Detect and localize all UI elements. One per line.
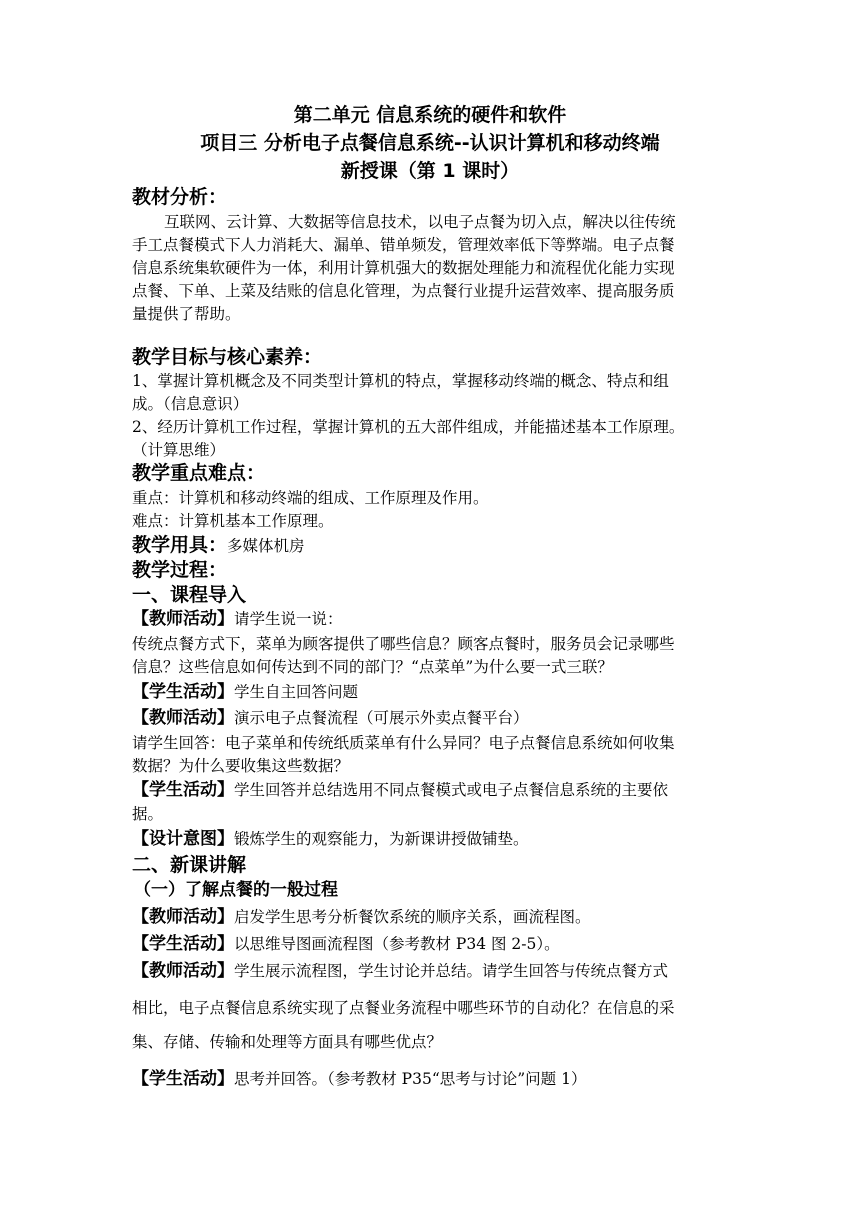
student-activity-text: 学生回答并总结选用不同点餐模式或电子点餐信息系统的主要依 bbox=[234, 781, 669, 799]
teacher-activity-text: 启发学生思考分析餐饮系统的顺序关系，画流程图。 bbox=[234, 908, 591, 926]
tools-value: 多媒体机房 bbox=[227, 537, 305, 555]
analysis-line-2: 手工点餐模式下人力消耗大、漏单、错单频发，管理效率低下等弊端。电子点餐 bbox=[132, 236, 675, 254]
student-activity-2 bbox=[132, 780, 668, 800]
project-title: 项目三 分析电子点餐信息系统--认识计算机和移动终端 bbox=[200, 132, 660, 154]
teacher-activity-1-line-1: 传统点餐方式下，菜单为顾客提供了哪些信息？顾客点餐时，服务员会记录哪些 bbox=[132, 635, 675, 653]
student-activity-tag: 【学生活动】 bbox=[132, 934, 234, 954]
student-activity-3 bbox=[132, 934, 560, 954]
teacher-activity-tag: 【教师活动】 bbox=[132, 609, 234, 629]
analysis-line-4: 点餐、下单、上菜及结账的信息化管理，为点餐行业提升运营效率、提高服务质 bbox=[132, 282, 675, 300]
tools-heading: 教学用具： bbox=[132, 534, 228, 556]
student-activity-1 bbox=[132, 682, 358, 702]
design-intent-text: 锻炼学生的观察能力，为新课讲授做铺垫。 bbox=[234, 830, 529, 848]
student-activity-text: 学生自主回答问题 bbox=[234, 683, 359, 701]
student-activity-text: 思考并回答。（参考教材 P35“思考与讨论”问题 1） bbox=[234, 1070, 587, 1088]
teacher-activity-2-line-1: 请学生回答：电子菜单和传统纸质菜单有什么异同？电子点餐信息系统如何收集 bbox=[132, 734, 675, 752]
teacher-activity-tag: 【教师活动】 bbox=[132, 708, 234, 728]
key-difficulty: 难点：计算机基本工作原理。 bbox=[132, 512, 334, 530]
unit-title: 第二单元 信息系统的硬件和软件 bbox=[293, 104, 567, 126]
key-points-heading: 教学重点难点： bbox=[132, 462, 266, 484]
analysis-line-3: 信息系统集软硬件为一体，利用计算机强大的数据处理能力和流程优化能力实现 bbox=[132, 259, 675, 277]
teacher-activity-4 bbox=[132, 961, 668, 981]
student-activity-4 bbox=[132, 1069, 586, 1089]
teacher-activity-4-line-2: 集、存储、传输和处理等方面具有哪些优点？ bbox=[132, 1033, 443, 1051]
teacher-activity-4-line-1: 相比，电子点餐信息系统实现了点餐业务流程中哪些环节的自动化？在信息的采 bbox=[132, 999, 675, 1017]
design-intent bbox=[132, 829, 529, 849]
subsection-1-heading: （一）了解点餐的一般过程 bbox=[134, 880, 338, 900]
process-heading: 教学过程： bbox=[132, 559, 228, 581]
objective-line-3: 2、经历计算机工作过程，掌握计算机的五大部件组成，并能描述基本工作原理。 bbox=[132, 418, 685, 436]
section2-heading: 二、新课讲解 bbox=[132, 854, 247, 876]
objectives-heading: 教学目标与核心素养： bbox=[132, 346, 323, 368]
teacher-activity-2-line-2: 数据？为什么要收集这些数据？ bbox=[132, 757, 350, 775]
teacher-activity-text: 演示电子点餐流程（可展示外卖点餐平台） bbox=[234, 709, 529, 727]
student-activity-tag: 【学生活动】 bbox=[132, 780, 234, 800]
teacher-activity-2 bbox=[132, 708, 529, 728]
analysis-line-5: 量提供了帮助。 bbox=[132, 305, 241, 323]
teacher-activity-1 bbox=[132, 609, 343, 629]
teacher-activity-text: 请学生说一说： bbox=[234, 610, 343, 628]
objective-line-1: 1、掌握计算机概念及不同类型计算机的特点，掌握移动终端的概念、特点和组 bbox=[132, 372, 669, 390]
lesson-title: 新授课（第 1 课时） bbox=[340, 160, 520, 182]
section1-heading: 一、课程导入 bbox=[132, 584, 247, 606]
objective-line-4: （计算思维） bbox=[132, 441, 226, 459]
student-activity-tag: 【学生活动】 bbox=[132, 1069, 234, 1089]
student-activity-text: 以思维导图画流程图（参考教材 P34 图 2-5）。 bbox=[234, 935, 560, 953]
analysis-line-1: 互联网、云计算、大数据等信息技术，以电子点餐为切入点，解决以往传统 bbox=[164, 213, 676, 231]
student-activity-2-cont: 据。 bbox=[132, 805, 164, 823]
design-intent-tag: 【设计意图】 bbox=[132, 829, 234, 849]
key-focus: 重点：计算机和移动终端的组成、工作原理及作用。 bbox=[132, 489, 489, 507]
objective-line-2: 成。（信息意识） bbox=[132, 395, 249, 413]
tools-row bbox=[132, 534, 305, 557]
teacher-activity-tag: 【教师活动】 bbox=[132, 961, 234, 981]
teacher-activity-3 bbox=[132, 907, 591, 927]
teacher-activity-1-line-2: 信息？这些信息如何传达到不同的部门？“点菜单”为什么要一式三联？ bbox=[132, 658, 613, 676]
teacher-activity-tag: 【教师活动】 bbox=[132, 907, 234, 927]
student-activity-tag: 【学生活动】 bbox=[132, 682, 234, 702]
teacher-activity-text: 学生展示流程图，学生讨论并总结。请学生回答与传统点餐方式 bbox=[234, 962, 669, 980]
textbook-analysis-heading: 教材分析： bbox=[132, 186, 228, 208]
